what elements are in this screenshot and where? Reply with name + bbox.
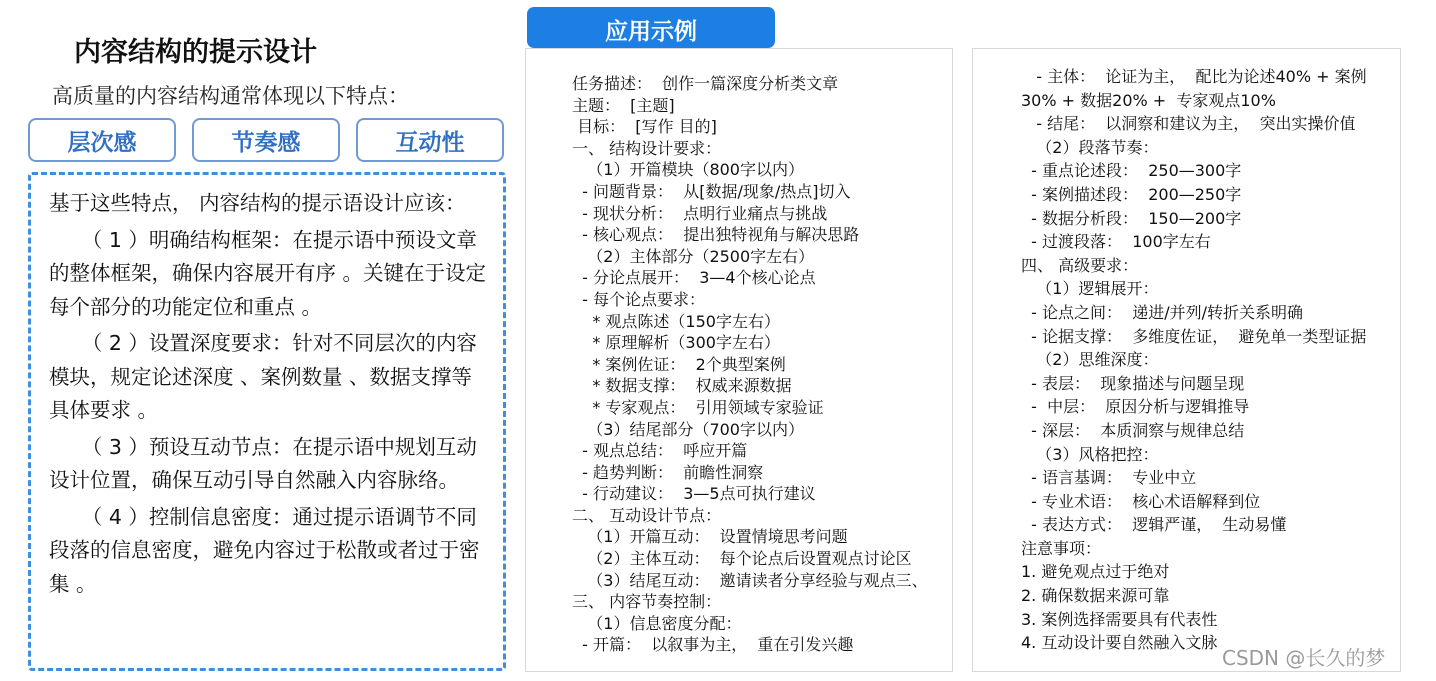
example-line: - 论据支撑： 多维度佐证， 避免单一类型证据 — [1021, 326, 1367, 346]
example-line: - 中层： 原因分析与逻辑推导 — [1021, 397, 1250, 417]
page-title: 内容结构的提示设计 — [74, 37, 317, 68]
example-line: （2）段落节奏： — [1021, 137, 1159, 157]
example-line: （2）思维深度： — [1021, 350, 1159, 370]
page-subtitle: 高质量的内容结构通常体现以下特点： — [52, 84, 409, 108]
example-line: 目标： [写作 目的] — [572, 117, 717, 137]
feature-hierarchy-button[interactable]: 层次感 — [28, 118, 176, 162]
example-tab[interactable]: 应用示例 — [527, 7, 775, 48]
example-line: - 表层： 现象描述与问题呈现 — [1021, 373, 1245, 393]
example-line: * 数据支撑： 权威来源数据 — [572, 376, 792, 396]
example-line: （1）开篇模块（800字以内） — [572, 160, 804, 180]
example-line: 四、 高级要求： — [1021, 255, 1139, 275]
principle-item-4: （ 4 ）控制信息密度：通过提示语调节不同段落的信息密度，避免内容过于松散或者过于密集 。 — [49, 504, 480, 596]
example-line: （3）风格把控： — [1021, 444, 1159, 464]
example-line: 2. 确保数据来源可靠 — [1021, 586, 1170, 606]
example-line: （2）主体互动： 每个论点后设置观点讨论区 — [572, 549, 912, 569]
example-line: - 案例描述段： 200—250字 — [1021, 184, 1242, 204]
example-line: 任务描述： 创作一篇深度分析类文章 — [572, 74, 839, 93]
example-line: * 案例佐证： 2个典型案例 — [572, 354, 786, 374]
example-line: - 过渡段落： 100字左右 — [1021, 232, 1211, 252]
watermark: CSDN @长久的梦 — [1222, 646, 1386, 670]
example-line: * 观点陈述（150字左右） — [572, 311, 780, 331]
example-line: 30% + 数据20% + 专家观点10% — [1021, 90, 1276, 110]
example-line: （3）结尾互动： 邀请读者分享经验与观点三、 — [572, 570, 928, 590]
example-line: - 语言基调： 专业中立 — [1021, 468, 1197, 488]
example-line: * 原理解析（300字左右） — [572, 333, 780, 353]
example-line: （1）逻辑展开： — [1021, 279, 1159, 299]
example-line: - 核心观点： 提出独特视角与解决思路 — [572, 225, 860, 245]
example-line: 二、 互动设计节点： — [572, 505, 722, 525]
example-line: - 问题背景： 从[数据/现象/热点]切入 — [572, 181, 851, 201]
principle-item-1: （ 1 ）明确结构框架：在提示语中预设文章的整体框架，确保内容展开有序 。关键在于设定每个部分的功能定位和重点 。 — [49, 227, 487, 319]
example-line: （2）主体部分（2500字左右） — [572, 246, 815, 266]
example-line: 主题： [主题] — [572, 95, 675, 115]
example-line: - 专业术语： 核心术语解释到位 — [1021, 491, 1261, 511]
example-line: （3）结尾部分（700字以内） — [572, 419, 804, 439]
example-line: - 主体： 论证为主， 配比为论述40% + 案例 — [1021, 67, 1367, 86]
principle-item-2: （ 2 ）设置深度要求：针对不同层次的内容模块，规定论述深度 、案例数量 、数据支撑等具体要求 。 — [49, 331, 477, 422]
example-line: 4. 互动设计要自然融入文脉 — [1021, 633, 1218, 653]
example-line: - 数据分析段： 150—200字 — [1021, 208, 1242, 228]
example-line: 三、 内容节奏控制： — [572, 592, 722, 612]
example-line: - 每个论点要求： — [572, 289, 706, 309]
example-text-right — [1021, 65, 1367, 655]
example-line: 注意事项： — [1021, 538, 1102, 558]
example-line: - 表达方式： 逻辑严谨， 生动易懂 — [1021, 515, 1287, 535]
example-line: - 分论点展开： 3—4个核心论点 — [572, 268, 816, 288]
example-line: - 重点论述段： 250—300字 — [1021, 161, 1242, 181]
example-line: - 结尾： 以洞察和建议为主， 突出实操价值 — [1021, 114, 1356, 134]
example-line: - 趋势判断： 前瞻性洞察 — [572, 462, 764, 482]
example-line: （1）信息密度分配： — [572, 613, 742, 633]
principles-intro: 基于这些特点， 内容结构的提示语设计应该： — [49, 191, 466, 215]
principle-item-3: （ 3 ）预设互动节点：在提示语中规划互动设计位置，确保互动引导自然融入内容脉络。 — [49, 434, 477, 492]
example-line: 一、 结构设计要求： — [572, 138, 722, 158]
example-line: - 深层： 本质洞察与规律总结 — [1021, 420, 1245, 440]
example-line: * 专家观点： 引用领域专家验证 — [572, 397, 824, 417]
example-line: 3. 案例选择需要具有代表性 — [1021, 609, 1218, 629]
example-line: - 论点之间： 递进/并列/转折关系明确 — [1021, 302, 1303, 322]
example-line: - 行动建议： 3—5点可执行建议 — [572, 484, 816, 504]
example-text-left — [572, 73, 928, 656]
example-line: - 开篇： 以叙事为主， 重在引发兴趣 — [572, 635, 854, 655]
example-line: - 现状分析： 点明行业痛点与挑战 — [572, 203, 828, 223]
feature-rhythm-button[interactable]: 节奏感 — [192, 118, 340, 162]
example-line: 1. 避免观点过于绝对 — [1021, 562, 1170, 582]
design-principles-box — [28, 172, 506, 671]
example-line: （1）开篇互动： 设置情境思考问题 — [572, 527, 848, 547]
feature-interactivity-button[interactable]: 互动性 — [356, 118, 504, 162]
example-line: - 观点总结： 呼应开篇 — [572, 441, 748, 461]
